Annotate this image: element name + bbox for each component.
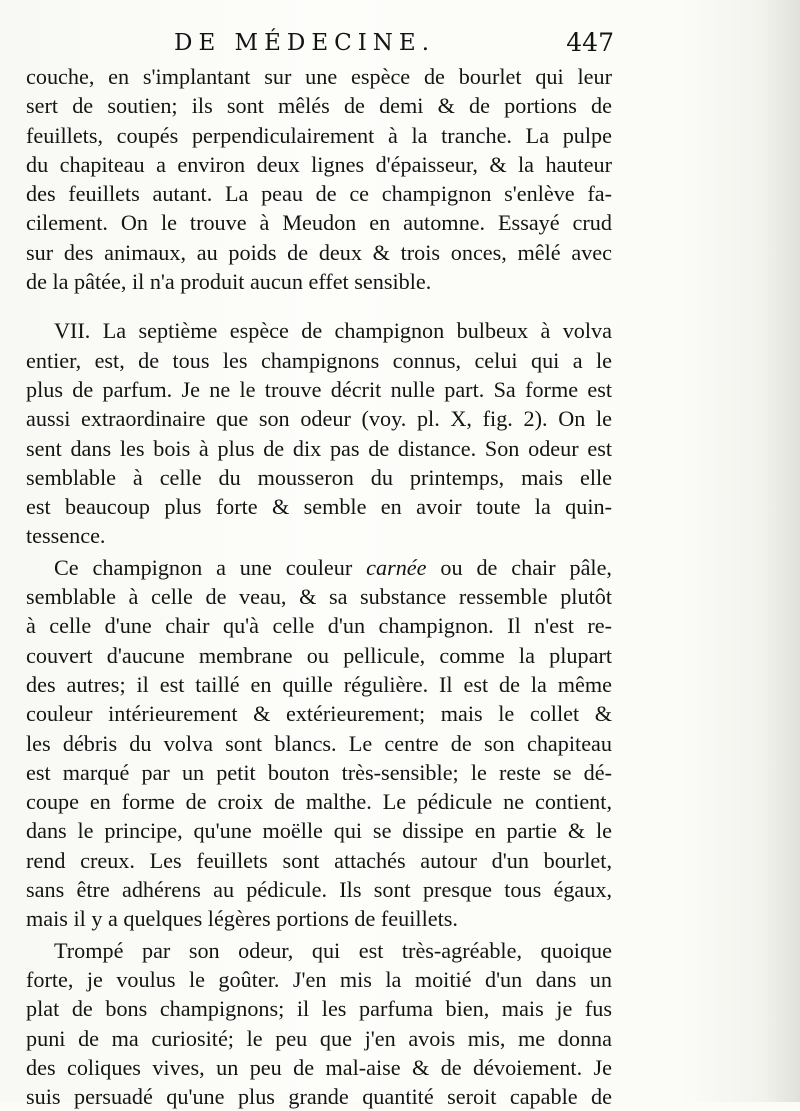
text-line: dans le principe, qu'une moëlle qui se dissipe en partie & le xyxy=(26,818,612,844)
text-line: sent dans les bois à plus de dix pas de distance. Son odeur est xyxy=(26,435,612,461)
italic-word: carnée xyxy=(366,554,427,580)
text-line: les débris du volva sont blancs. Le centre de son chapiteau xyxy=(26,730,612,756)
text-line: à celle d'une chair qu'à celle d'un champignon. Il n'est re- xyxy=(26,613,612,639)
paragraph-3 xyxy=(26,553,612,934)
running-title: DE MÉDECINE. xyxy=(174,30,436,56)
text-line: forte, je voulus le goûter. J'en mis la moitié d'un dans un xyxy=(26,966,612,992)
text-line: des coliques vives, un peu de mal-aise & de dévoiement. Je xyxy=(26,1054,612,1080)
text-line: feuillets, coupés perpendiculairement à la tranche. La pulpe xyxy=(26,122,612,148)
text-line: du chapiteau a environ deux lignes d'épaisseur, & la hauteur xyxy=(26,151,612,177)
text-line: plus de parfum. Je ne le trouve décrit nulle part. Sa forme est xyxy=(26,376,612,402)
text-line: de la pâtée, il n'a produit aucun effet sensible. xyxy=(26,269,432,295)
text-line: est marqué par un petit bouton très-sensible; le reste se dé- xyxy=(26,759,612,785)
paragraph-1 xyxy=(26,62,612,296)
text-line: coupe en forme de croix de malthe. Le pédicule ne contient, xyxy=(26,789,612,815)
text-line: rend creux. Les feuillets sont attachés autour d'un bourlet, xyxy=(26,847,612,873)
text-line: tessence. xyxy=(26,523,106,549)
page-number: 447 xyxy=(566,28,614,57)
running-head xyxy=(24,26,614,62)
text-line: cilement. On le trouve à Meudon en automne. Essayé crud xyxy=(26,210,612,236)
text-line: suis persuadé qu'une plus grande quantité seroit capable de xyxy=(26,1084,612,1110)
paragraph-4 xyxy=(26,936,612,1111)
text-line: couvert d'aucune membrane ou pellicule, comme la plupart xyxy=(26,642,612,668)
text-line: Trompé par son odeur, qui est très-agréable, quoique xyxy=(54,937,612,963)
text-line: puni de ma curiosité; le peu que j'en avois mis, me donna xyxy=(26,1025,612,1051)
text-line: aussi extraordinaire que son odeur (voy. pl. X, fig. 2). On le xyxy=(26,406,612,432)
text-line: plat de bons champignons; il les parfuma bien, mais je fus xyxy=(26,996,612,1022)
text-line: semblable à celle du mousseron du printemps, mais elle xyxy=(26,464,612,490)
page-edge-shadow xyxy=(760,0,800,1102)
text-line: couche, en s'implantant sur une espèce de bourlet qui leur xyxy=(26,64,612,89)
text-line: sans être adhérens au pédicule. Ils sont presque tous égaux, xyxy=(26,877,612,903)
text-line: mais il y a quelques légères portions de feuillets. xyxy=(26,906,458,932)
text-line: VII. La septième espèce de champignon bulbeux à volva xyxy=(54,318,612,344)
body-text xyxy=(26,62,612,1111)
text-line: sert de soutien; ils sont mêlés de demi & de portions de xyxy=(26,93,612,119)
text-line: couleur intérieurement & extérieurement; mais le collet & xyxy=(26,701,612,727)
paragraph-gap xyxy=(26,296,612,316)
text-line: semblable à celle de veau, & sa substance ressemble plutôt xyxy=(26,584,612,610)
text-line: est beaucoup plus forte & semble en avoir toute la quin- xyxy=(26,494,612,520)
text-line: entier, est, de tous les champignons connus, celui qui a le xyxy=(26,347,612,373)
paragraph-2 xyxy=(26,316,612,550)
text-line: des feuillets autant. La peau de ce champignon s'enlève fa- xyxy=(26,181,612,207)
text-line: des autres; il est taillé en quille régulière. Il est de la même xyxy=(26,671,612,697)
text-line: sur des animaux, au poids de deux & trois onces, mêlé avec xyxy=(26,239,612,265)
text-line: Ce champignon a une couleur carnée ou de chair pâle, xyxy=(54,554,612,580)
